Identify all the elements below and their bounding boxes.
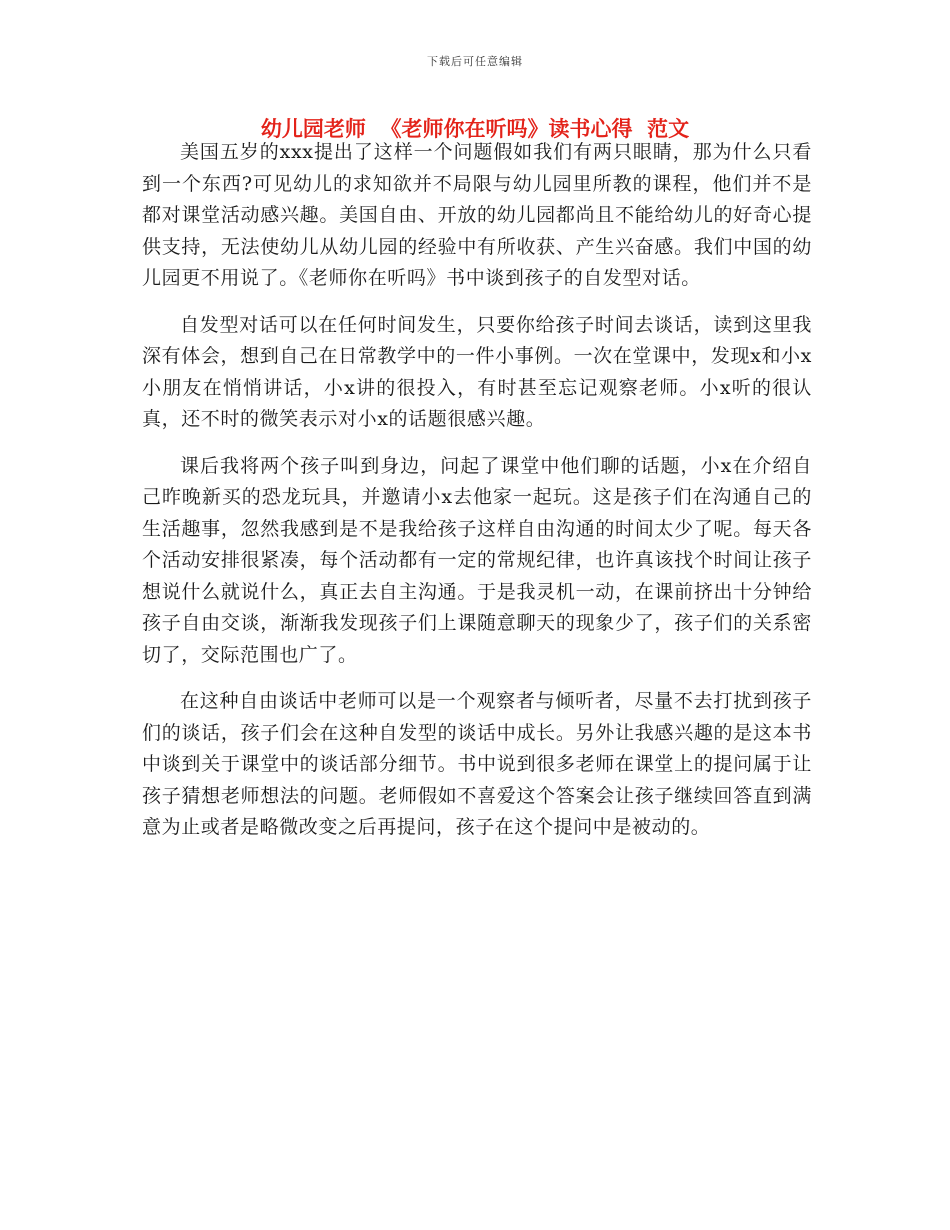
paragraph: 美国五岁的xxx提出了这样一个问题假如我们有两只眼睛，那为什么只看到一个东西?可见幼儿的求知欲并不局限与幼儿园里所教的课程，他们并不是都对课堂活动感兴趣。美国自由、开放的幼儿园都尚且不能给幼儿的好奇心提供支持，无法使幼儿从幼儿园的经验中有所收获、产生兴奋感。我们中国的幼儿园更不用说了。《老师你在听吗》书中谈到孩子的自发型对话。: [142, 141, 812, 289]
paragraph: 课后我将两个孩子叫到身边，问起了课堂中他们聊的话题，小x在介绍自己昨晚新买的恐龙玩具，并邀请小x去他家一起玩。这是孩子们在沟通自己的生活趣事，忽然我感到是不是我给孩子这样自由沟通的时间太少了呢。每天各个活动安排很紧凑，每个活动都有一定的常规纪律，也许真该找个时间让孩子想说什么就说什么，真正去自主沟通。于是我灵机一动，在课前挤出十分钟给孩子自由交谈，渐渐我发现孩子们上课随意聊天的现象少了，孩子们的关系密切了，交际范围也广了。: [142, 454, 812, 666]
document-title: 幼儿园老师 《老师你在听吗》读书心得 范文: [260, 116, 690, 141]
paragraph: 自发型对话可以在任何时间发生，只要你给孩子时间去谈话，读到这里我深有体会，想到自己在日常教学中的一件小事例。一次在堂课中，发现x和小x小朋友在悄悄讲话，小x讲的很投入，有时甚至忘记观察老师。小x听的很认真，还不时的微笑表示对小x的话题很感兴趣。: [142, 313, 812, 430]
paragraph: 在这种自由谈话中老师可以是一个观察者与倾听者，尽量不去打扰到孩子们的谈话，孩子们会在这种自发型的谈话中成长。另外让我感兴趣的是这本书中谈到关于课堂中的谈话部分细节。书中说到很多老师在课堂上的提问属于让孩子猜想老师想法的问题。老师假如不喜爱这个答案会让孩子继续回答直到满意为止或者是略微改变之后再提问，孩子在这个提问中是被动的。: [142, 690, 812, 838]
document-body: [142, 137, 812, 859]
header-note: 下载后可任意编辑: [427, 55, 523, 68]
